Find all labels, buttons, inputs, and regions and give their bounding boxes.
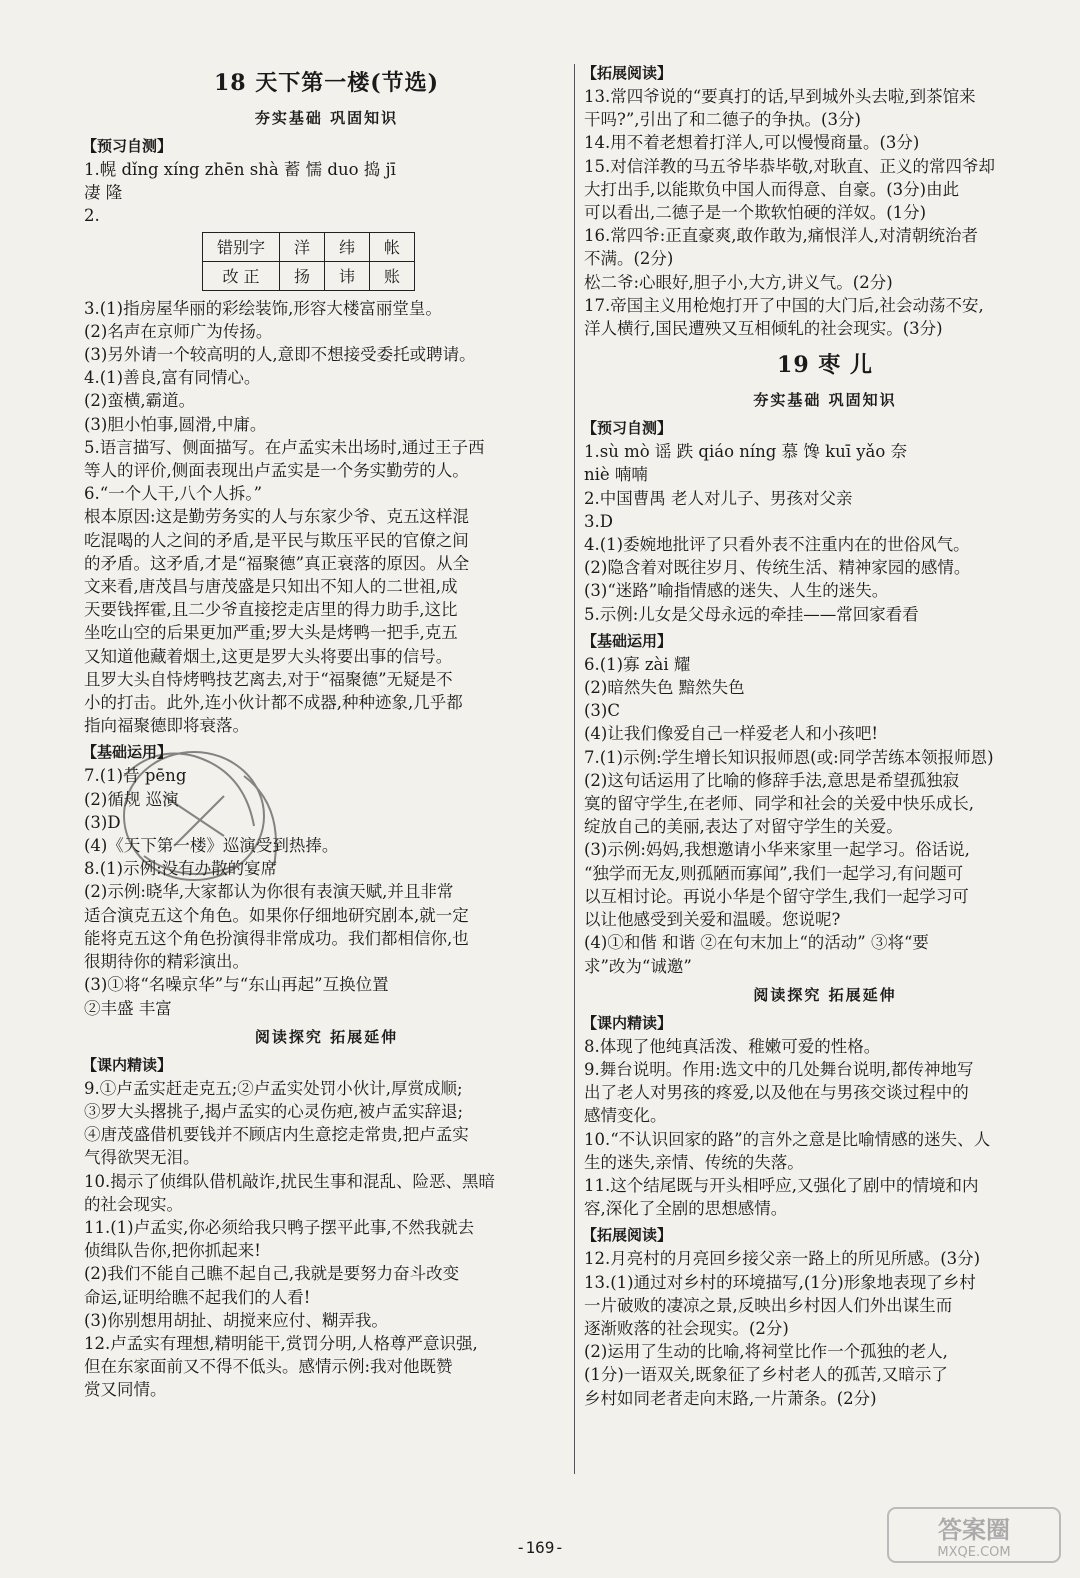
answer-line: 12.月亮村的月亮回乡接父亲一路上的所见所感。(3分) — [584, 1249, 981, 1269]
section-heading: 【基础运用】 — [82, 743, 173, 762]
section-heading: 【课内精读】 — [82, 1055, 173, 1074]
answer-line: 10.揭示了侦缉队借机敲诈,扰民生事和混乱、险恶、黑暗 — [84, 1171, 495, 1191]
answer-line: 寞的留守学生,在老师、同学和社会的关爱中快乐成长, — [584, 794, 974, 814]
answer-line: ②丰盛 丰富 — [84, 998, 172, 1018]
answer-line: 天要钱挥霍,且二少爷直接挖走店里的得力助手,这比 — [84, 600, 458, 620]
answer-line: 坐吃山空的后果更加严重;罗大头是烤鸭一把手,克五 — [84, 623, 458, 643]
answer-line: ④唐茂盛借机要钱并不顾店内生意挖走常贵,把卢孟实 — [84, 1125, 469, 1145]
answer-line: 洋人横行,国民遭殃又互相倾轧的社会现实。(3分) — [584, 319, 943, 339]
answer-line: 17.帝国主义用枪炮打开了中国的大门后,社会动荡不安, — [584, 295, 984, 315]
answer-line: 一片破败的凄凉之景,反映出乡村因人们外出谋生而 — [584, 1295, 953, 1315]
answer-line: 1.幌 dǐng xíng zhēn shà 蓄 懦 duo 捣 jī — [84, 160, 396, 179]
answer-line: 11.这个结尾既与开头相呼应,又强化了剧中的情境和内 — [584, 1175, 979, 1195]
answer-line: 命运,证明给瞧不起我们的人看! — [84, 1287, 311, 1307]
table-cell: 扬 — [280, 261, 325, 290]
answer-line: 小的打击。此外,连小伙计都不成器,种种迹象,几乎都 — [84, 693, 463, 713]
answer-line: 以互相讨论。再说小华是个留守学生,我们一起学习可 — [584, 886, 969, 906]
svg-text:答案圈: 答案圈 — [938, 1516, 1010, 1544]
site-watermark-logo — [886, 1504, 1062, 1566]
answer-line: 7.(1)示例:学生增长知识报师恩(或:同学苦练本领报师恩) — [584, 747, 994, 767]
section-subtitle: 夯实基础 巩固知识 — [753, 391, 897, 410]
right-column — [584, 58, 1066, 1410]
answer-line: 气得欲哭无泪。 — [84, 1148, 200, 1168]
answer-line: 乡村如同老者走向末路,一片萧条。(2分) — [584, 1388, 877, 1408]
answer-line: 根本原因:这是勤劳务实的人与东家少爷、克五这样混 — [84, 507, 470, 527]
section-heading: 【课内精读】 — [582, 1013, 673, 1032]
answer-line: 感情变化。 — [584, 1106, 667, 1126]
answer-line: 2. — [84, 206, 100, 226]
table-cell: 账 — [370, 261, 415, 290]
answer-line: 6.(1)寡 zài 耀 — [584, 654, 691, 674]
answer-line: (2)这句话运用了比喻的修辞手法,意思是希望孤独寂 — [584, 770, 960, 790]
answer-line: 15.对信洋教的马五爷毕恭毕敬,对耿直、正义的常四爷却 — [584, 156, 995, 176]
section-subtitle: 阅读探究 拓展延伸 — [753, 985, 897, 1004]
answer-line: 逐渐败落的社会现实。(2分) — [584, 1318, 789, 1338]
answer-line: 凄 隆 — [84, 183, 123, 203]
answer-line: 8.体现了他纯真活泼、稚嫩可爱的性格。 — [584, 1036, 881, 1056]
answer-line: 适合演克五这个角色。如果你仔细地研究剧本,就一定 — [84, 905, 469, 925]
answer-line: (4)让我们像爱自己一样爱老人和小孩吧! — [584, 724, 879, 744]
answer-line: 不满。(2分) — [584, 249, 674, 269]
answer-line: 求”改为“诚邀” — [584, 956, 692, 976]
page-number: -169- — [515, 1538, 565, 1557]
answer-line: 11.(1)卢孟实,你必须给我只鸭子摆平此事,不然我就去 — [84, 1217, 475, 1237]
answer-line: 以让他感受到关爱和温暖。您说呢? — [584, 910, 841, 930]
handwritten-scribble — [84, 716, 324, 916]
answer-line: 赏又同情。 — [84, 1380, 167, 1400]
answer-line: (1分)一语双关,既象征了乡村老人的孤苦,又暗示了 — [584, 1365, 948, 1385]
answer-line: (2)隐含着对既往岁月、传统生活、精神家园的感情。 — [584, 558, 971, 578]
right-column-body — [584, 61, 1066, 1410]
answer-line: 2.中国曹禺 老人对儿子、男孩对父亲 — [584, 488, 853, 508]
answer-line: 指向福聚德即将衰落。 — [84, 716, 249, 736]
section-subtitle: 阅读探究 拓展延伸 — [254, 1027, 399, 1046]
answer-line: (3)D — [84, 812, 121, 832]
table-cell: 帐 — [370, 232, 415, 261]
table-cell: 讳 — [325, 261, 370, 290]
answer-line: (2)名声在京师广为传扬。 — [84, 321, 273, 341]
answer-line: 干吗?”,引出了和二德子的争执。(3分) — [584, 110, 861, 130]
answer-line: 10.“不认识回家的路”的言外之意是比喻情感的迷失、人 — [584, 1129, 991, 1149]
answer-line: 生的迷失,亲情、传统的失落。 — [584, 1152, 804, 1172]
answer-line: 但在东家面前又不得不低头。感情示例:我对他既赞 — [84, 1357, 453, 1377]
answer-line: (3)示例:妈妈,我想邀请小华来家里一起学习。俗话说, — [584, 840, 970, 860]
answer-line: 能将克五这个角色扮演得非常成功。我们都相信你,也 — [84, 928, 469, 948]
section-heading: 【拓展阅读】 — [582, 1226, 673, 1245]
answer-line: (3)C — [584, 701, 620, 721]
lesson-18-title: 18 天下第一楼(节选) — [213, 70, 440, 96]
lesson-title: 19 枣 儿 — [777, 352, 873, 379]
table-row — [203, 261, 415, 290]
answer-line: (2)示例:晓华,大家都认为你很有表演天赋,并且非常 — [84, 882, 454, 902]
answer-line: (3)“迷路”喻指情感的迷失、人生的迷失。 — [584, 581, 889, 601]
answer-line: (4)①和偕 和谐 ②在句末加上“的活动” ③将“要 — [584, 933, 929, 953]
answer-line: 侦缉队告你,把你抓起来! — [84, 1241, 261, 1261]
table-row — [203, 232, 415, 261]
answer-line: (3)你别想用胡扯、胡搅来应付、糊弄我。 — [84, 1310, 388, 1330]
table-cell: 纬 — [325, 232, 370, 261]
table-cell: 错别字 — [203, 232, 280, 261]
answer-line: (4)《天下第一楼》巡演受到热捧。 — [84, 836, 339, 856]
answer-line: 等人的评价,侧面表现出卢孟实是一个务实勤劳的人。 — [84, 461, 469, 481]
answer-line: 且罗大头自恃烤鸭技艺离去,对于“福聚德”无疑是不 — [84, 669, 453, 689]
answer-line: 3.D — [584, 511, 613, 531]
answer-line: 13.(1)通过对乡村的环境描写,(1分)形象地表现了乡村 — [584, 1272, 976, 1292]
answer-line: 9.舞台说明。作用:选文中的几处舞台说明,都传神地写 — [584, 1059, 974, 1079]
column-divider — [574, 64, 575, 1474]
svg-text:MXQE.COM: MXQE.COM — [937, 1545, 1011, 1560]
answer-line: 松二爷:心眼好,胆子小,大方,讲义气。(2分) — [584, 272, 893, 292]
answer-line: 12.卢孟实有理想,精明能干,赏罚分明,人格尊严意识强, — [84, 1333, 478, 1353]
answer-line: 吃混喝的人之间的矛盾,是平民与欺压平民的官僚之间 — [84, 530, 469, 550]
answer-line: 8.(1)示例:没有办散的宴席 — [84, 859, 278, 879]
answer-line: 4.(1)委婉地批评了只看外表不注重内在的世俗风气。 — [584, 535, 970, 555]
answer-line: (2)暗然失色 黯然失色 — [584, 678, 745, 698]
answer-line: 14.用不着老想着打洋人,可以慢慢商量。(3分) — [584, 133, 920, 153]
section-heading: 【基础运用】 — [582, 631, 673, 650]
answer-line: 又知道他藏着烟土,这更是罗大头将要出事的信号。 — [84, 646, 453, 666]
answer-line: 出了老人对男孩的疼爱,以及他在与男孩交谈过程中的 — [584, 1083, 969, 1103]
answer-line: (3)①将“名噪京华”与“东山再起”互换位置 — [84, 975, 389, 995]
answer-line: 1.sù mò 谣 跌 qiáo níng 慕 馋 kuī yǎo 奈 — [584, 442, 908, 462]
table-cell: 洋 — [280, 232, 325, 261]
answer-line: 9.①卢孟实赶走克五;②卢孟实处罚小伙计,厚赏成顺; — [84, 1078, 463, 1098]
table-cell: 改 正 — [203, 261, 280, 290]
answer-line: 的矛盾。这矛盾,才是“福聚德”真正衰落的原因。从全 — [84, 553, 470, 573]
answer-line: (2)循规 巡演 — [84, 789, 179, 809]
answer-line: (2)蛮横,霸道。 — [84, 391, 196, 411]
answer-line: (2)运用了生动的比喻,将祠堂比作一个孤独的老人, — [584, 1342, 948, 1362]
answer-line: niè 喃喃 — [584, 465, 648, 485]
answer-line: 5.语言描写、侧面描写。在卢孟实未出场时,通过王子西 — [84, 437, 485, 457]
answer-line: “独学而无友,则孤陋而寡闻”,我们一起学习,有问题可 — [584, 863, 964, 883]
section-heading: 【预习自测】 — [82, 137, 173, 155]
section-subtitle: 夯实基础 巩固知识 — [254, 109, 399, 127]
correction-table — [202, 232, 569, 291]
answer-line: 大打出手,以能欺负中国人而得意、自豪。(3分)由此 — [584, 179, 960, 199]
answer-line: 4.(1)善良,富有同情心。 — [84, 368, 261, 388]
answer-line: 容,深化了全剧的思想感情。 — [584, 1199, 788, 1219]
answer-line: 6.“一个人干,八个人拆。” — [84, 484, 263, 504]
answer-line: 很期待你的精彩演出。 — [84, 952, 249, 972]
section-heading: 【拓展阅读】 — [582, 64, 673, 82]
answer-line: (3)胆小怕事,圆滑,中庸。 — [84, 414, 267, 434]
answer-line: (3)另外请一个较高明的人,意即不想接受委托或聘请。 — [84, 345, 476, 365]
answer-line: (2)我们不能自己瞧不起自己,我就是要努力奋斗改变 — [84, 1264, 460, 1284]
answer-line: 的社会现实。 — [84, 1194, 183, 1214]
answer-line: 13.常四爷说的“要真打的话,早到城外头去啦,到茶馆来 — [584, 87, 976, 106]
answer-line: 5.示例:儿女是父母永远的牵挂——常回家看看 — [584, 604, 919, 624]
answer-line: 绽放自己的美丽,表达了对留守学生的关爱。 — [584, 817, 903, 837]
section-heading: 【预习自测】 — [582, 419, 673, 438]
answer-line: 3.(1)指房屋华丽的彩绘装饰,形容大楼富丽堂皇。 — [84, 298, 442, 318]
answer-line: 文来看,唐茂昌与唐茂盛是只知出不知人的二世祖,成 — [84, 577, 458, 597]
answer-line: 7.(1)昔 pēng — [84, 766, 187, 786]
answer-line: ③罗大头撂挑子,揭卢孟实的心灵伤疤,被卢孟实辞退; — [84, 1101, 464, 1121]
answer-line: 16.常四爷:正直豪爽,敢作敢为,痛恨洋人,对清朝统治者 — [584, 226, 979, 246]
answer-line: 可以看出,二德子是一个欺软怕硬的洋奴。(1分) — [584, 203, 927, 223]
